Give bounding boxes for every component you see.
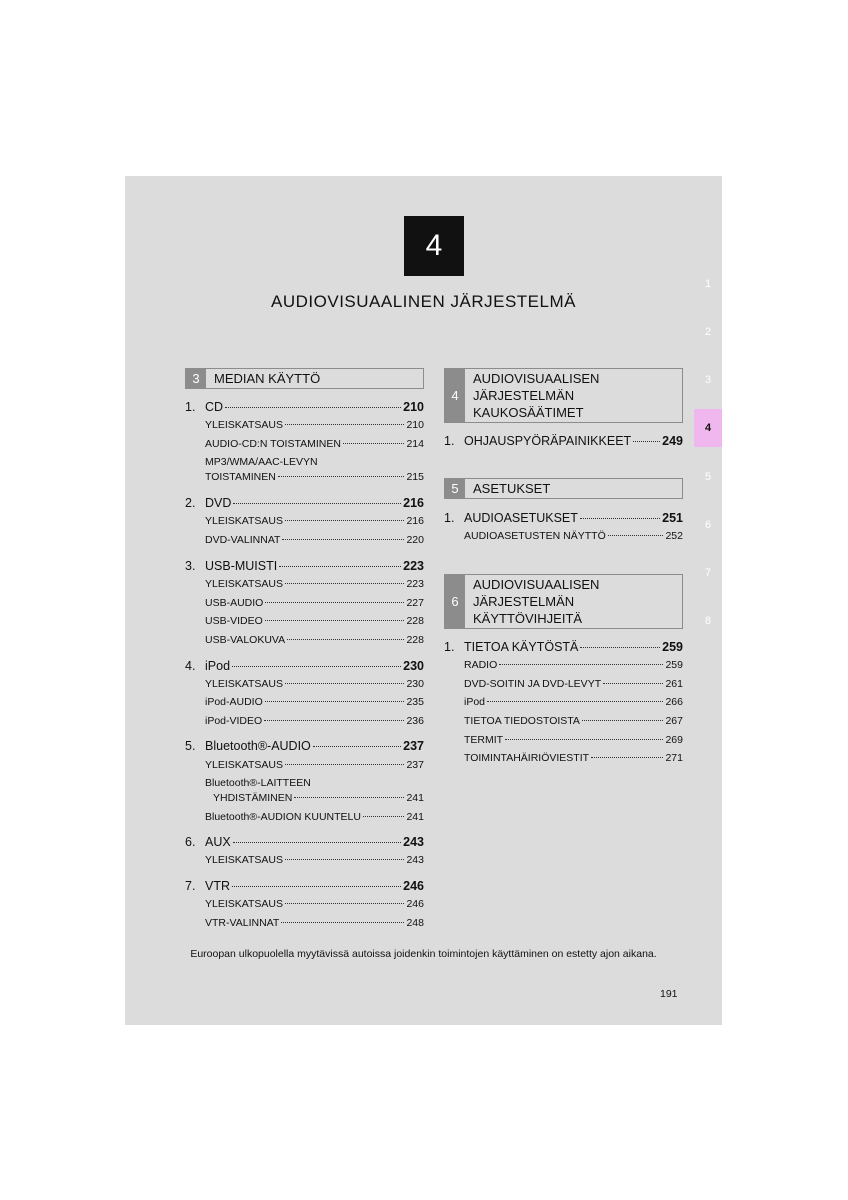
chapter-tab-7[interactable] [694, 554, 722, 592]
toc-entry-number: 1. [185, 400, 196, 414]
section-title-line: JÄRJESTELMÄN [473, 594, 575, 609]
leader-dots [285, 583, 404, 584]
toc-entry-number: 1. [444, 511, 455, 525]
toc-subentry[interactable] [185, 696, 424, 708]
toc-entry-label: USB-VALOKUVA [205, 634, 286, 646]
toc-entry[interactable] [185, 659, 424, 673]
tab-label: 7 [704, 567, 712, 579]
toc-entry-page: 237 [406, 759, 424, 771]
leader-dots [343, 443, 405, 444]
toc-entry-page: 259 [662, 640, 683, 654]
chapter-tab-3[interactable] [694, 361, 722, 399]
chapter-tab-4[interactable] [694, 409, 722, 447]
chapter-number-box [404, 216, 464, 276]
section-number: 6 [445, 575, 465, 628]
toc-entry-label: iPod [205, 659, 231, 673]
section-header-3 [185, 368, 424, 389]
toc-entry[interactable] [185, 496, 424, 510]
toc-entry-label: Bluetooth®-LAITTEEN [205, 777, 311, 789]
section-title: MEDIAN KÄYTTÖ [214, 371, 321, 386]
footnote: Euroopan ulkopuolella myytävissä autoissa joidenkin toimintojen käyttäminen on estetty ajon aikana. [190, 948, 657, 960]
toc-entry-page: 261 [665, 678, 683, 690]
toc-entry-label: YLEISKATSAUS [205, 898, 284, 910]
toc-entry-label: RADIO [464, 659, 498, 671]
toc-entry[interactable] [185, 879, 424, 893]
leader-dots [582, 720, 664, 721]
toc-subentry[interactable] [185, 438, 424, 450]
toc-entry-label: YLEISKATSAUS [205, 419, 284, 431]
toc-subentry[interactable] [185, 792, 424, 804]
section-title-line: AUDIOVISUAALISEN [473, 371, 600, 386]
leader-dots [608, 535, 664, 536]
toc-entry-label: Bluetooth®-AUDIO [205, 739, 311, 753]
toc-entry-page: 241 [406, 792, 424, 804]
toc-entry-page: 216 [406, 515, 424, 527]
toc-entry[interactable] [185, 739, 424, 753]
leader-dots [285, 424, 404, 425]
leader-dots [603, 683, 663, 684]
toc-entry-label: YLEISKATSAUS [205, 578, 284, 590]
toc-entry-number: 3. [185, 559, 196, 573]
toc-entry-page: 230 [403, 659, 424, 673]
toc-subentry[interactable] [444, 752, 683, 764]
toc-entry-label: YHDISTÄMINEN [213, 792, 293, 804]
toc-entry-page: 230 [406, 678, 424, 690]
chapter-tab-1[interactable] [694, 265, 722, 303]
toc-entry-number: 1. [444, 434, 455, 448]
toc-entry-page: 248 [406, 917, 424, 929]
toc-entry-page: 210 [403, 400, 424, 414]
leader-dots [265, 701, 405, 702]
toc-subentry[interactable] [185, 715, 424, 727]
tab-label: 3 [704, 374, 712, 386]
leader-dots [285, 859, 404, 860]
toc-subentry[interactable] [185, 471, 424, 483]
toc-entry-page: 267 [665, 715, 683, 727]
toc-entry-page: 215 [406, 471, 424, 483]
leader-dots [287, 639, 404, 640]
toc-subentry[interactable] [185, 615, 424, 627]
toc-subentry[interactable] [185, 917, 424, 929]
toc-entry-label: TIETOA KÄYTÖSTÄ [464, 640, 579, 654]
leader-dots [265, 620, 405, 621]
toc-entry-label: CD [205, 400, 224, 414]
tab-label: 5 [704, 471, 712, 483]
toc-subentry[interactable] [444, 734, 683, 746]
toc-entry-page: 251 [662, 511, 683, 525]
leader-dots [580, 647, 660, 648]
toc-subentry[interactable] [185, 578, 424, 590]
leader-dots [282, 539, 404, 540]
toc-entry-label: iPod-AUDIO [205, 696, 263, 708]
toc-subentry[interactable] [444, 696, 683, 708]
chapter-number: 4 [425, 229, 443, 262]
toc-entry-label: DVD [205, 496, 232, 510]
leader-dots [278, 476, 405, 477]
toc-subentry[interactable] [185, 634, 424, 646]
toc-entry-number: 4. [185, 659, 196, 673]
leader-dots [285, 764, 404, 765]
toc-subentry[interactable] [185, 898, 424, 910]
leader-dots [232, 666, 401, 667]
toc-entry-page: 243 [403, 835, 424, 849]
tab-label: 8 [704, 615, 712, 627]
leader-dots [633, 441, 660, 442]
leader-dots [232, 886, 401, 887]
toc-entry-label: iPod-VIDEO [205, 715, 263, 727]
section-title: ASETUKSET [473, 481, 551, 496]
toc-entry-page: 252 [665, 530, 683, 542]
toc-entry-number: 5. [185, 739, 196, 753]
toc-subentry[interactable] [185, 777, 424, 789]
toc-entry[interactable] [444, 511, 683, 525]
toc-entry-number: 6. [185, 835, 196, 849]
toc-subentry[interactable] [185, 854, 424, 866]
toc-subentry[interactable] [185, 456, 424, 468]
toc-entry[interactable] [185, 400, 424, 414]
toc-entry-label: AUX [205, 835, 231, 849]
chapter-tab-blank[interactable] [694, 651, 722, 675]
leader-dots [281, 922, 404, 923]
toc-entry[interactable] [185, 559, 424, 573]
toc-subentry[interactable] [185, 534, 424, 546]
leader-dots [313, 746, 401, 747]
toc-entry-label: OHJAUSPYÖRÄPAINIKKEET [464, 434, 632, 448]
toc-entry-label: AUDIOASETUKSET [464, 511, 578, 525]
section-title-line: KÄYTTÖVIHJEITÄ [473, 611, 583, 626]
toc-subentry[interactable] [444, 715, 683, 727]
chapter-tab-6[interactable] [694, 506, 722, 544]
toc-subentry[interactable] [444, 530, 683, 542]
toc-entry-page: 249 [662, 434, 683, 448]
chapter-title: AUDIOVISUAALINEN JÄRJESTELMÄ [271, 292, 576, 311]
leader-dots [487, 701, 663, 702]
toc-entry-page: 228 [406, 615, 424, 627]
toc-entry-page: 214 [406, 438, 424, 450]
toc-subentry[interactable] [185, 597, 424, 609]
toc-subentry[interactable] [185, 515, 424, 527]
leader-dots [265, 602, 404, 603]
toc-entry-label: Bluetooth®-AUDION KUUNTELU [205, 811, 361, 823]
tab-label: 4 [704, 422, 712, 434]
toc-entry-label: USB-MUISTI [205, 559, 278, 573]
toc-entry-page: 246 [403, 879, 424, 893]
toc-subentry[interactable] [185, 678, 424, 690]
section-title-line: KAUKOSÄÄTIMET [473, 405, 584, 420]
section-title-line: JÄRJESTELMÄN [473, 388, 575, 403]
toc-entry-label: DVD-SOITIN JA DVD-LEVYT [464, 678, 602, 690]
toc-entry-number: 2. [185, 496, 196, 510]
tab-label: 6 [704, 519, 712, 531]
tab-label: 1 [704, 278, 712, 290]
chapter-tab-5[interactable] [694, 458, 722, 496]
leader-dots [580, 518, 660, 519]
toc-entry-label: YLEISKATSAUS [205, 515, 284, 527]
section-title [465, 575, 607, 628]
toc-entry-page: 241 [406, 811, 424, 823]
toc-entry-page: 220 [406, 534, 424, 546]
toc-entry-label: iPod [464, 696, 486, 708]
page-number: 191 [660, 988, 678, 1000]
section-title-line: AUDIOVISUAALISEN [473, 577, 600, 592]
toc-entry-page: 243 [406, 854, 424, 866]
toc-entry-label: VTR-VALINNAT [205, 917, 280, 929]
leader-dots [591, 757, 663, 758]
leader-dots [285, 683, 404, 684]
toc-entry-page: 223 [403, 559, 424, 573]
toc-entry-label: AUDIO-CD:N TOISTAMINEN [205, 438, 341, 450]
toc-entry-page: 235 [406, 696, 424, 708]
toc-entry-page: 246 [406, 898, 424, 910]
toc-entry-page: 271 [665, 752, 683, 764]
leader-dots [285, 520, 404, 521]
section-header-5 [444, 478, 683, 499]
toc-entry-number: 1. [444, 640, 455, 654]
toc-entry-label: USB-VIDEO [205, 615, 263, 627]
leader-dots [233, 842, 401, 843]
toc-subentry[interactable] [185, 759, 424, 771]
leader-dots [225, 407, 401, 408]
toc-entry-label: YLEISKATSAUS [205, 854, 284, 866]
toc-entry-page: 236 [406, 715, 424, 727]
toc-entry-label: MP3/WMA/AAC-LEVYN [205, 456, 318, 468]
leader-dots [505, 739, 663, 740]
toc-entry-page: 237 [403, 739, 424, 753]
leader-dots [294, 797, 404, 798]
leader-dots [285, 903, 404, 904]
toc-entry-page: 259 [665, 659, 683, 671]
section-number: 3 [186, 369, 206, 388]
toc-entry-page: 210 [406, 419, 424, 431]
toc-entry-label: DVD-VALINNAT [205, 534, 281, 546]
toc-entry[interactable] [444, 434, 683, 448]
toc-entry-label: VTR [205, 879, 230, 893]
toc-entry-page: 269 [665, 734, 683, 746]
section-number: 4 [445, 369, 465, 422]
section-header-4 [444, 368, 683, 423]
toc-entry-label: TIETOA TIEDOSTOISTA [464, 715, 580, 727]
tab-label: 2 [704, 326, 712, 338]
toc-entry[interactable] [185, 835, 424, 849]
leader-dots [363, 816, 405, 817]
toc-entry[interactable] [444, 640, 683, 654]
toc-entry-number: 7. [185, 879, 196, 893]
toc-entry-page: 266 [665, 696, 683, 708]
toc-entry-page: 223 [406, 578, 424, 590]
toc-entry-page: 227 [406, 597, 424, 609]
toc-entry-label: TERMIT [464, 734, 504, 746]
toc-entry-label: TOISTAMINEN [205, 471, 276, 483]
leader-dots [233, 503, 401, 504]
leader-dots [499, 664, 663, 665]
leader-dots [264, 720, 404, 721]
toc-subentry[interactable] [444, 659, 683, 671]
chapter-tab-8[interactable] [694, 602, 722, 640]
toc-entry-label: USB-AUDIO [205, 597, 264, 609]
toc-entry-label: YLEISKATSAUS [205, 759, 284, 771]
section-number: 5 [445, 479, 465, 498]
section-header-6 [444, 574, 683, 629]
toc-subentry[interactable] [444, 678, 683, 690]
toc-subentry[interactable] [185, 419, 424, 431]
section-title [465, 369, 607, 422]
chapter-tab-2[interactable] [694, 313, 722, 351]
toc-entry-page: 216 [403, 496, 424, 510]
toc-subentry[interactable] [185, 811, 424, 823]
toc-entry-page: 228 [406, 634, 424, 646]
leader-dots [279, 566, 401, 567]
toc-entry-label: TOIMINTAHÄIRIÖVIESTIT [464, 752, 590, 764]
toc-entry-label: YLEISKATSAUS [205, 678, 284, 690]
toc-entry-label: AUDIOASETUSTEN NÄYTTÖ [464, 530, 606, 542]
